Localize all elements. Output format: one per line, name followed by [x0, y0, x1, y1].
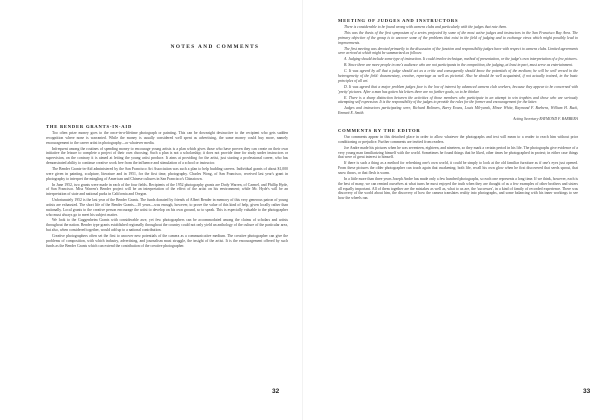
section-heading-meeting: MEETING OF JUDGES AND INSTRUCTORS — [338, 18, 459, 23]
paragraph: Our comments appear in this detached place in order to allow whatever the photographs and text will mean to a reader to reach him without prior conditioning or prejudice. Further comments are invited from readers. — [338, 135, 578, 144]
left-text-block — [46, 124, 288, 250]
paragraph: The Bender Grants-in-Aid administered by the San Francisco Art Association was such a plan to help budding careers. Individual grants of about $1,000 were given in painting, sculpture, literature and in 1951, for the first time, photography. Charles Wong, of San Francisco, received last year's grant in photography to interpret the mingling of American and Chinese cultures in San Francisco's Chinatown. — [46, 166, 288, 181]
paragraph: We look to the Guggenheim Grants with considerable awe, yet few photographers can be accommodated among the claims of scholars and artists throughout the nation. Bender type grants established regionally throughout the country could not only yield an anthology of the culture of the particular area, but also, when considered together, would add up to a national contribution. — [46, 218, 288, 233]
paragraph: A. Judging should include some type of instruction. It could involve technique, method of presentation, or the judge's own interpretation of a few pictures. — [344, 57, 578, 62]
section-heading-bender: THE BENDER GRANTS-IN-AID — [46, 124, 133, 129]
paragraph: Joe Andre made his pictures when he was seventeen, eighteen, and nineteen, so they mark a certain period in his life. The photographs give evidence of a very young man familiarizing himself with the world. Sometimes he found things that he liked, other times he photographed in protest; in either case things that were of great interest to himself. — [338, 145, 578, 160]
paragraph: This was the thesis of the first symposium of a series projected by some of the most active judges and instructors in the San Francisco Bay Area. The primary objective of the group is to uncover some of the problems that exist in the field of judging and to exchange views which might possibly lead to improvements. — [338, 30, 578, 45]
paragraph: C. It was agreed by all that a judge should act as a critic and consequently should know the potentials of the medium; he will be well versed in the heterogeneity of the field: documentary, creative, reportage as well as pictorial. Also he should be well acquainted, if not actually trained, in the basic principles of all art. — [338, 69, 578, 83]
page-title: NOTES AND COMMENTS — [170, 44, 260, 50]
page-number: 33 — [583, 388, 591, 395]
paragraph: Infrequent among the routines of spending money to encourage young artists is a plan which gives those who have proven they can create on their own initiative the leisure to complete a project of their own choosing. Such a plan is not a scholarship; it does not provide time for study under instructors or supervision, on the contrary it is aimed at letting the young artist produce. It aims at providing for the artist, just starting a professional career, who has demonstrated ability to continue creative work free from the influence and stimulation of a school or instructor. — [46, 146, 288, 165]
paragraph: There is considerable to be found wrong with camera clubs and particularly with the judges that rate them. — [344, 25, 507, 29]
paragraph: Creative photographers often set the first to uncover new potentials of the camera as a communicative medium. The creative photographer can give the problems of composition, with which industry, advertising, and journalism must struggle, the insight of the artist. It is the encouragement offered by such funds as the Bender Grants which can extend the contribution of the creative photographer. — [46, 234, 288, 248]
right-page — [303, 0, 606, 420]
page-number: 32 — [272, 388, 280, 395]
paragraph: Too often prize money goes to the once-in-a-lifetime photograph or painting. This can be downright destructive to the recipient who gets sudden recognition where none is warranted. While the money is usually considered well spent as advertising, the same money could buy more, namely encouragement to the career artist in photography—or whatever media. — [46, 131, 288, 145]
paragraph: In a little more than three years Joseph Andre has made only a few hundred photographs, so each one represents a long time. If we think, however, each is the best of many, we can remind ourselves at what turns he most enjoyed the truth when they are thought of as a few examples of other brothers and sisters all equally important. All of them together are the mistakes as well as, what to us are, the 'successes', in a kind of family of recorded experience. There was discovery of the world about him, the discovery of how the camera translates reality into photographs, and some balancing with his inner workings to see how the wheels ran. — [338, 176, 578, 201]
section-heading-editor: COMMENTS BY THE EDITOR — [338, 128, 421, 134]
paragraph: D. It was agreed that a major problem judges face is the low of interest by advanced camera club workers, because they appear to be concerned with 'pretty' pictures. After a man has gotten his letters there are no further goals, so to be thinker. — [338, 84, 578, 94]
signature-line: Acting Secretary RAYMOND F. BARBERA — [513, 117, 578, 122]
paragraph: In June 1952, two grants were made in each of the four fields. Recipients of the 1952 photography grants are Dody Warren, of Carmel, and Phillip Hyde, of San Francisco. Miss Warren's Bender project will be an interpretation of the effect of the artist on his environment; while Mr. Hyde's will be an interpretation of state and national parks in California and Oregon. — [46, 182, 288, 197]
paragraph: E. There is a sharp distinction between the activities of those members who participate in an attempt to win trophies and those who are seriously attempting self expression. It is the responsibility of the judges to provide the rules for the former and encouragement for the latter. — [338, 95, 578, 105]
paragraph: If there is such a thing as a method for refreshing one's own world, it could be simply to look at the old familiar furniture as if one's eyes just opened. From these pictures the older photographer can touch again that awakening; both life, recall his own glow when he first discovered that seeds sprout, that snow thaws, or that flesh is warm. — [338, 161, 578, 175]
paragraph: The first meeting was devoted primarily to the discussion of the function and responsibility judges have with respect to camera clubs. Limited agreements were arrived at which might be summarized as follows: — [338, 46, 578, 56]
paragraph: Unfortunately 1952 is the last year of the Bender Grants. The funds donated by friends of Albert Bender in memory of this very generous patron of young artists are exhausted. The short life of the Bender Grants—10 years—was enough, however, to prove the value of this kind of help, given locally rather than nationally. Local grants to the creative person encourage the artist to develop on his own ground, so to speak. This is especially valuable to the photographer who must always go to meet his subject matter. — [46, 198, 288, 217]
paragraph: B. Since there are more people in one's audience who are not participants in the competition, the judging, at least in part, must serve as entertainment. — [344, 63, 574, 68]
paragraph: Judges and instructors participating were, Richard Bolinves, Barry Evans, Louis Mil-yarak, Minor White, Raymond F. Barbera, William H. Buck, Emmett E. Smith. — [338, 106, 578, 116]
right-text-block — [338, 18, 578, 202]
